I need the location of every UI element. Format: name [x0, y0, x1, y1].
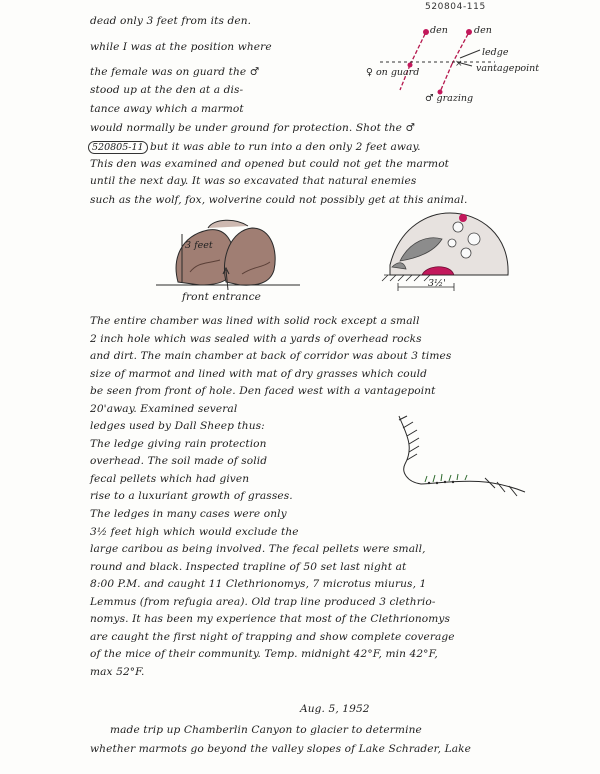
grazing-label: ♂ grazing: [425, 93, 474, 104]
text-line: nomys. It has been my experience that most of the Clethrionomys: [90, 613, 451, 625]
text-line: would normally be under ground for protection. Shot the ♂: [90, 122, 416, 134]
text-line: The entire chamber was lined with solid rock except a small: [90, 315, 420, 327]
text-line: such as the wolf, fox, wolverine could not possibly get at this animal.: [90, 194, 468, 206]
entry-date: Aug. 5, 1952: [300, 703, 370, 715]
ledge-sketch: [385, 412, 535, 502]
den-cross-section-sketch: [370, 205, 530, 305]
text-line: stood up at the den at a dis-: [90, 84, 244, 96]
text-line: are caught the first night of trapping and show complete coverage: [90, 631, 455, 643]
width-label: 3½': [428, 278, 446, 289]
vantagepoint-label: vantagepoint: [476, 63, 540, 74]
text-line: 20'away. Examined several: [90, 403, 238, 415]
text-line: large caribou as being involved. The fecal pellets were small,: [90, 543, 426, 555]
text-line: 3½ feet high which would exclude the: [90, 526, 299, 538]
text-line: while I was at the position where: [90, 41, 272, 53]
text-line: size of marmot and lined with mat of dry grasses which could: [90, 368, 428, 380]
page-id: 520804-115: [425, 2, 486, 12]
boulders-sketch: [150, 212, 310, 302]
text-line: This den was examined and opened but could not get the marmot: [90, 158, 450, 170]
text-line: made trip up Chamberlin Canyon to glacier to determine: [110, 724, 422, 736]
text-line: The ledges in many cases were only: [90, 508, 287, 520]
text-line: The ledge giving rain protection: [90, 438, 267, 450]
text-line: max 52°F.: [90, 666, 145, 678]
text-line: rise to a luxuriant growth of grasses.: [90, 490, 293, 502]
ledge-label: ledge: [482, 47, 509, 58]
text-line: be seen from front of hole. Den faced west with a vantagepoint: [90, 385, 436, 397]
text-line: whether marmots go beyond the valley slopes of Lake Schrader, Lake: [90, 743, 472, 755]
text-line: 2 inch hole which was sealed with a yards of overhead rocks: [90, 333, 422, 345]
den-label: den: [430, 25, 448, 36]
text-line: but it was able to run into a den only 2 feet away.: [150, 141, 421, 153]
den-label: den: [474, 25, 492, 36]
text-line: dead only 3 feet from its den.: [90, 15, 252, 27]
text-line: fecal pellets which had given: [90, 473, 250, 485]
text-line: the female was on guard the ♂: [90, 66, 260, 78]
text-line: of the mice of their community. Temp. midnight 42°F, min 42°F,: [90, 648, 438, 660]
text-line: round and black. Inspected trapline of 50 set last night at: [90, 561, 407, 573]
front-entrance-caption: front entrance: [182, 291, 261, 303]
svg-text:×: ×: [455, 59, 463, 69]
text-line: and dirt. The main chamber at back of corridor was about 3 times: [90, 350, 452, 362]
specimen-number: 520805-11: [88, 141, 148, 154]
height-label: 3 feet: [185, 240, 213, 251]
text-line: tance away which a marmot: [90, 103, 244, 115]
text-line: until the next day. It was so excavated that natural enemies: [90, 175, 417, 187]
guard-label: ♀ on guard: [366, 67, 420, 78]
text-line: ledges used by Dall Sheep thus:: [90, 420, 265, 432]
text-line: Lemmus (from refugia area). Old trap line produced 3 clethrio-: [90, 596, 436, 608]
text-line: 8:00 P.M. and caught 11 Clethrionomys, 7 microtus miurus, 1: [90, 578, 427, 590]
text-line: overhead. The soil made of solid: [90, 455, 268, 467]
